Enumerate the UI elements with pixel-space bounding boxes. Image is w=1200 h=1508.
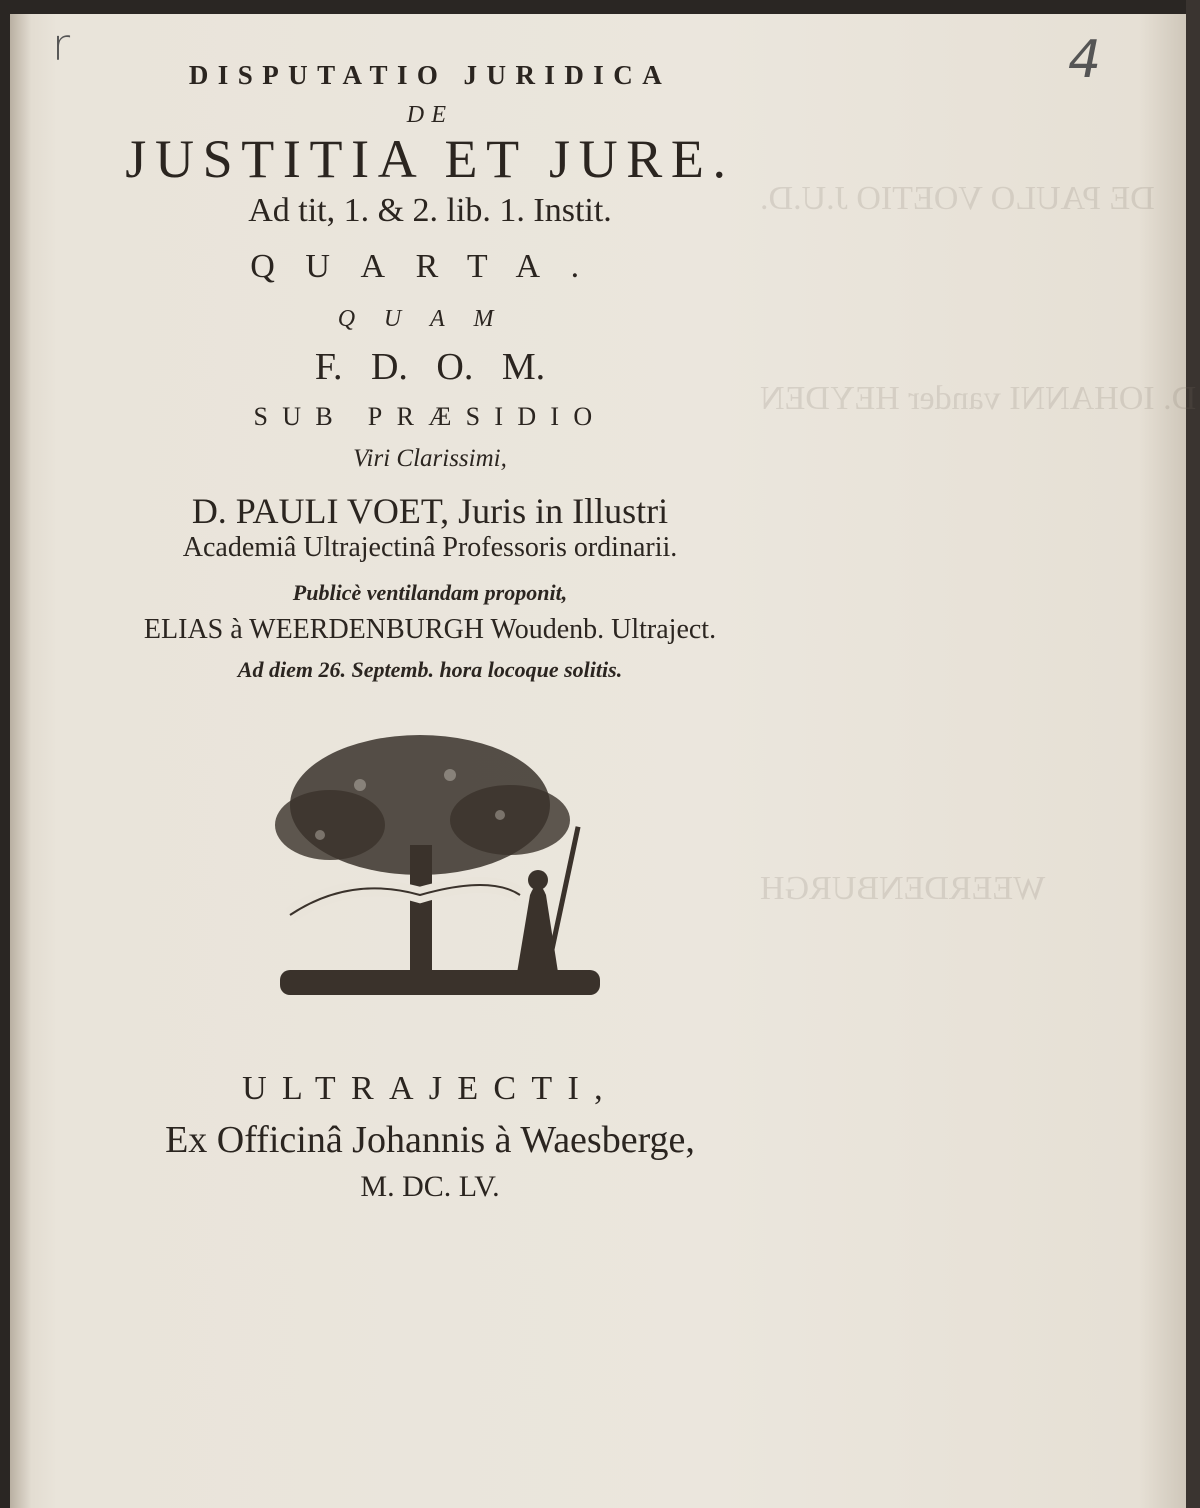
title-line-disputatio: DISPUTATIO JURIDICA bbox=[188, 60, 672, 90]
title-fdom: F. D. O. M. bbox=[314, 346, 546, 388]
imprint-place: ULTRAJECTI, bbox=[242, 1070, 618, 1107]
title-respondent: ELIAS à WEERDENBURGH Woudenb. Ultraject. bbox=[143, 614, 717, 645]
bleed-through-text: WEERDENBURGH bbox=[760, 870, 1046, 907]
bleed-through-text: DE PAULO VOETIO J.U.D. bbox=[760, 180, 1155, 217]
title-line-de: DE bbox=[406, 102, 454, 128]
scan-border bbox=[1186, 0, 1200, 1508]
printer-device-emblem bbox=[270, 725, 610, 1005]
handwritten-mark: r bbox=[52, 20, 71, 71]
title-quam: QUAM bbox=[337, 306, 523, 332]
title-main: JUSTITIA ET JURE. bbox=[125, 129, 735, 189]
title-sub-praesidio: SUB PRÆSIDIO bbox=[253, 402, 607, 431]
title-publice: Publicè ventilandam proponit, bbox=[292, 580, 568, 605]
title-academia: Academiâ Ultrajectinâ Professoris ordinarii. bbox=[182, 532, 678, 563]
title-quarta: QUARTA. bbox=[250, 248, 610, 285]
title-reference: Ad tit, 1. & 2. lib. 1. Instit. bbox=[248, 192, 612, 229]
page-gutter-shadow bbox=[10, 14, 32, 1508]
title-praeses: D. PAULI VOET, Juris in Illustri bbox=[191, 491, 669, 531]
title-date: Ad diem 26. Septemb. hora locoque solitis. bbox=[237, 657, 623, 682]
imprint-printer: Ex Officinâ Johannis à Waesberge, bbox=[165, 1119, 695, 1161]
title-viri-clarissimi: Viri Clarissimi, bbox=[353, 445, 507, 472]
imprint-year: M. DC. LV. bbox=[360, 1170, 500, 1203]
handwritten-page-number: 4 bbox=[1068, 30, 1102, 90]
bleed-through-text: D. IOHANNI vander HEYDEN bbox=[760, 380, 1197, 417]
